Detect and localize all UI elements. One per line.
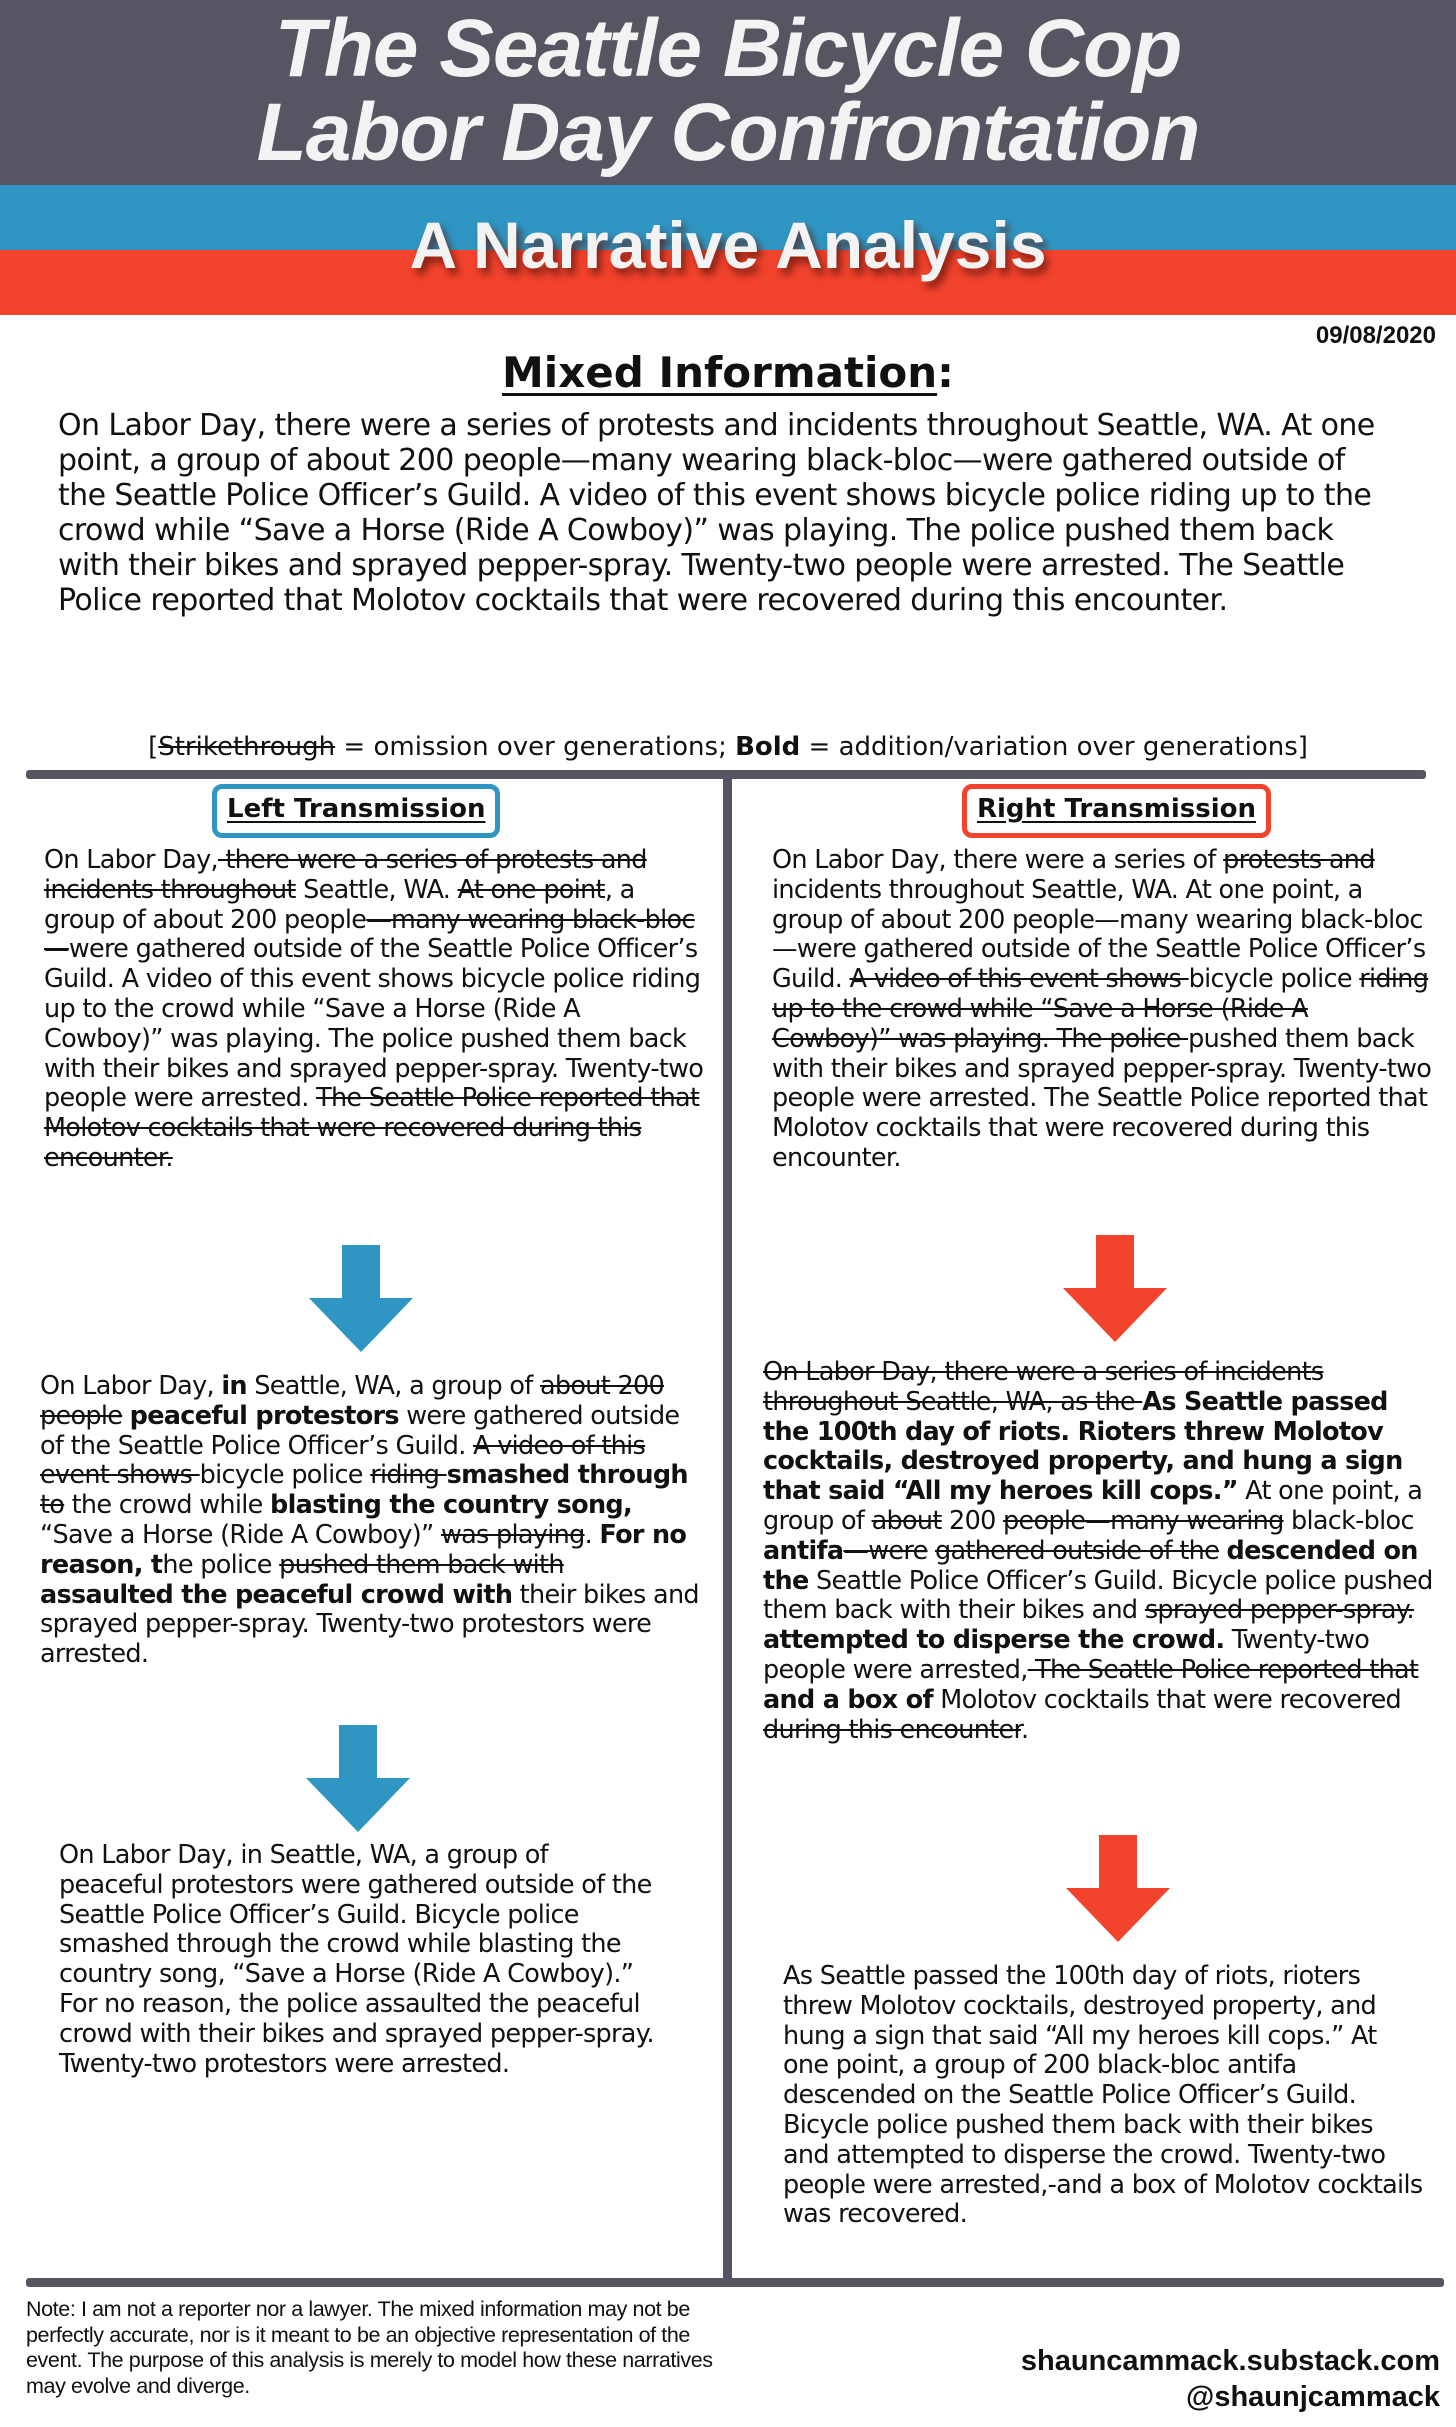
added-text: and a box of — [763, 1684, 933, 1715]
legend-bold-desc: = addition/variation over generations] — [800, 732, 1308, 762]
added-text: in — [221, 1371, 247, 1401]
omitted-text: to — [40, 1490, 65, 1521]
substack-link[interactable]: shauncammack.substack.com — [1020, 2345, 1440, 2377]
text-segment: Twenty-two people were arrested, — [763, 1625, 1370, 1685]
text-segment: On Labor Day, there were a series of — [772, 845, 1224, 875]
text-segment — [122, 1401, 129, 1431]
text-segment: the crowd while — [64, 1490, 271, 1521]
omitted-text: sprayed pepper-spray. — [1144, 1595, 1414, 1626]
text-segment: “Save a Horse (Ride A Cowboy)” — [40, 1519, 441, 1550]
added-text: For no reason, t — [40, 1519, 687, 1580]
added-text: smashed through — [446, 1460, 688, 1491]
down-arrow-icon — [1062, 1835, 1174, 1945]
text-segment: bicycle police — [1188, 964, 1360, 995]
divider-center — [723, 770, 732, 2284]
disclaimer-note: Note: I am not a reporter nor a lawyer. The mixed information may not be perfectly accurate, nor is it meant to be an objective representation of the event. The purpose of this analysis is merely to model how these narratives may evolve and diverge. — [26, 2297, 713, 2398]
credits — [1021, 2343, 1440, 2415]
text-segment: . — [1020, 1714, 1029, 1745]
text-segment: , a group of about 200 people — [44, 874, 635, 935]
omitted-text: riding up to the crowd while “Save a Horse (Ride A Cowboy)” was playing. The police — [772, 964, 1429, 1054]
omitted-text: A video of this event shows — [40, 1430, 646, 1491]
text-segment: On Labor Day, — [40, 1371, 222, 1401]
added-text: blasting the country song, — [270, 1490, 632, 1521]
text-segment: Seattle, WA. — [295, 874, 458, 905]
right-generation-2 — [763, 1358, 1433, 1745]
mixed-information-heading — [0, 345, 1456, 401]
down-arrow-icon — [302, 1725, 414, 1835]
twitter-handle[interactable]: @shaunjcammack — [1186, 2381, 1440, 2413]
text-segment: bicycle police — [199, 1460, 371, 1491]
omitted-text: there were a series of protests and incidents throughout — [44, 845, 647, 905]
omitted-text: A video of this event shows — [849, 964, 1189, 995]
omitted-text: protests and — [1223, 845, 1375, 875]
left-generation-2 — [40, 1372, 704, 1670]
omitted-text: —many wearing black-bloc— — [44, 904, 695, 965]
omitted-text: The Seattle Police reported that — [1027, 1654, 1419, 1685]
text-segment: Seattle, WA, a group of — [246, 1371, 540, 1401]
right-transmission-label: Right Transmission — [962, 784, 1271, 838]
added-text: attempted to disperse the crowd. — [763, 1625, 1225, 1656]
added-text: peaceful protestors — [129, 1400, 399, 1431]
text-segment: Seattle Police Officer’s Guild. Bicycle police pushed them back with their bikes and — [763, 1565, 1433, 1626]
legend-bracket: [ — [148, 732, 159, 762]
subtitle: A Narrative Analysis — [409, 208, 1047, 282]
text-segment: were gathered outside of the Seattle Police Officer’s Guild. A video of this event shows bicycle police riding up to the crowd while “Save a Horse (Ride A Cowboy)” was playing. The police pushed them back with their bikes and sprayed pepper-spray. Twenty-two people were arrested. — [44, 934, 704, 1114]
added-text: As Seattle passed the 100th day of riots. Rioters threw Molotov cocktails, destroyed property, and hung a sign that said “All my heroes kill cops.” — [763, 1386, 1403, 1507]
down-arrow-icon — [305, 1245, 417, 1355]
left-generation-1 — [44, 846, 704, 1174]
text-segment: At one point, a group of — [763, 1476, 1423, 1536]
text-segment: black-bloc — [1283, 1505, 1414, 1536]
added-text: descended on the — [763, 1535, 1418, 1596]
divider-bottom — [26, 2278, 1444, 2287]
omitted-text: people—many wearing — [1003, 1505, 1284, 1536]
legend — [0, 730, 1456, 764]
legend-strike-sample: Strikethrough — [158, 732, 336, 762]
omitted-text: about 200 people — [40, 1371, 665, 1431]
left-generation-3: On Labor Day, in Seattle, WA, a group of peaceful protestors were gathered outside of the Seattle Police Officer’s Guild. Bicycle police smashed through the crowd while blasting the country song, “Save a Horse (Ride A Cowboy).” For no reason, the police assaulted the peaceful crowd with their bikes and sprayed pepper-spray. Twenty-two protestors were arrested. — [59, 1840, 654, 2079]
title-line-2: Labor Day Confrontation — [256, 87, 1200, 178]
legend-bold-sample: Bold — [735, 732, 801, 762]
text-segment: Molotov cocktails that were recovered — [932, 1684, 1402, 1715]
added-text: assaulted the peaceful crowd with — [40, 1579, 513, 1610]
added-text: antifa — [763, 1535, 844, 1566]
omitted-text: gathered outside of the — [934, 1535, 1220, 1566]
omitted-text: during this encounter — [763, 1714, 1021, 1745]
legend-strike-desc: = omission over generations; — [335, 732, 736, 762]
text-segment: pushed them back with their bikes and sprayed pepper-spray. Twenty-two people were arrested. The Seattle Police reported that Molotov cocktails that were recovered during this encounter. — [772, 1023, 1432, 1173]
heading-text: Mixed Information — [502, 348, 938, 397]
down-arrow-icon — [1059, 1235, 1171, 1345]
text-segment: 200 — [941, 1505, 1004, 1536]
text-segment: incidents throughout Seattle, WA. At one point, a group of about 200 people—many wearing black-bloc—were gathered outside of the Seattle Police Officer’s Guild. — [772, 874, 1426, 995]
right-generation-3: As Seattle passed the 100th day of riots, rioters threw Molotov cocktails, destroyed property, and hung a sign that said “All my heroes kill cops.” At one point, a group of 200 black-bloc antifa descended on the Seattle Police Officer’s Guild. Bicycle police pushed them back with their bikes and attempted to disperse the crowd. Twenty-two people were arrested,-and a box of Molotov cocktails was recovered. — [783, 1961, 1423, 2230]
omitted-text: The Seattle Police reported that Molotov cocktails that were recovered during this encounter. — [44, 1083, 700, 1173]
text-segment: . — [584, 1519, 600, 1550]
omitted-text: was playing — [440, 1519, 585, 1550]
text-segment: were gathered outside of the Seattle Police Officer’s Guild. — [40, 1400, 680, 1461]
omitted-text: —were — [843, 1535, 928, 1566]
title-line-1: The Seattle Bicycle Cop — [274, 3, 1182, 94]
omitted-text: about — [871, 1505, 942, 1536]
left-transmission-label: Left Transmission — [212, 784, 500, 838]
omitted-text: At one point — [457, 874, 605, 905]
omitted-text: On Labor Day, there were a series of incidents throughout Seattle, WA, as the — [763, 1357, 1324, 1417]
omitted-text: riding — [370, 1460, 447, 1491]
mixed-information-text: On Labor Day, there were a series of protests and incidents throughout Seattle, WA. At one point, a group of about 200 people—many wearing black-bloc—were gathered outside of the Seattle Police Officer’s Guild. A video of this event shows bicycle police riding up to the crowd while “Save a Horse (Ride A Cowboy)” was playing. The police pushed them back with their bikes and sprayed pepper-spray. Twenty-two people were arrested. The Seattle Police reported that Molotov cocktails that were recovered during this encounter. — [58, 408, 1375, 618]
right-generation-1 — [772, 846, 1432, 1174]
date-label: 09/08/2020 — [1315, 322, 1436, 349]
text-segment — [1219, 1536, 1226, 1566]
text-segment: On Labor Day, — [44, 845, 218, 875]
heading-colon: : — [937, 348, 954, 397]
text-segment: their bikes and sprayed pepper-spray. Twenty-two protestors were arrested. — [40, 1579, 699, 1670]
text-segment — [928, 1536, 935, 1566]
text-segment: he police — [162, 1549, 280, 1580]
omitted-text: pushed them back with — [279, 1549, 564, 1580]
